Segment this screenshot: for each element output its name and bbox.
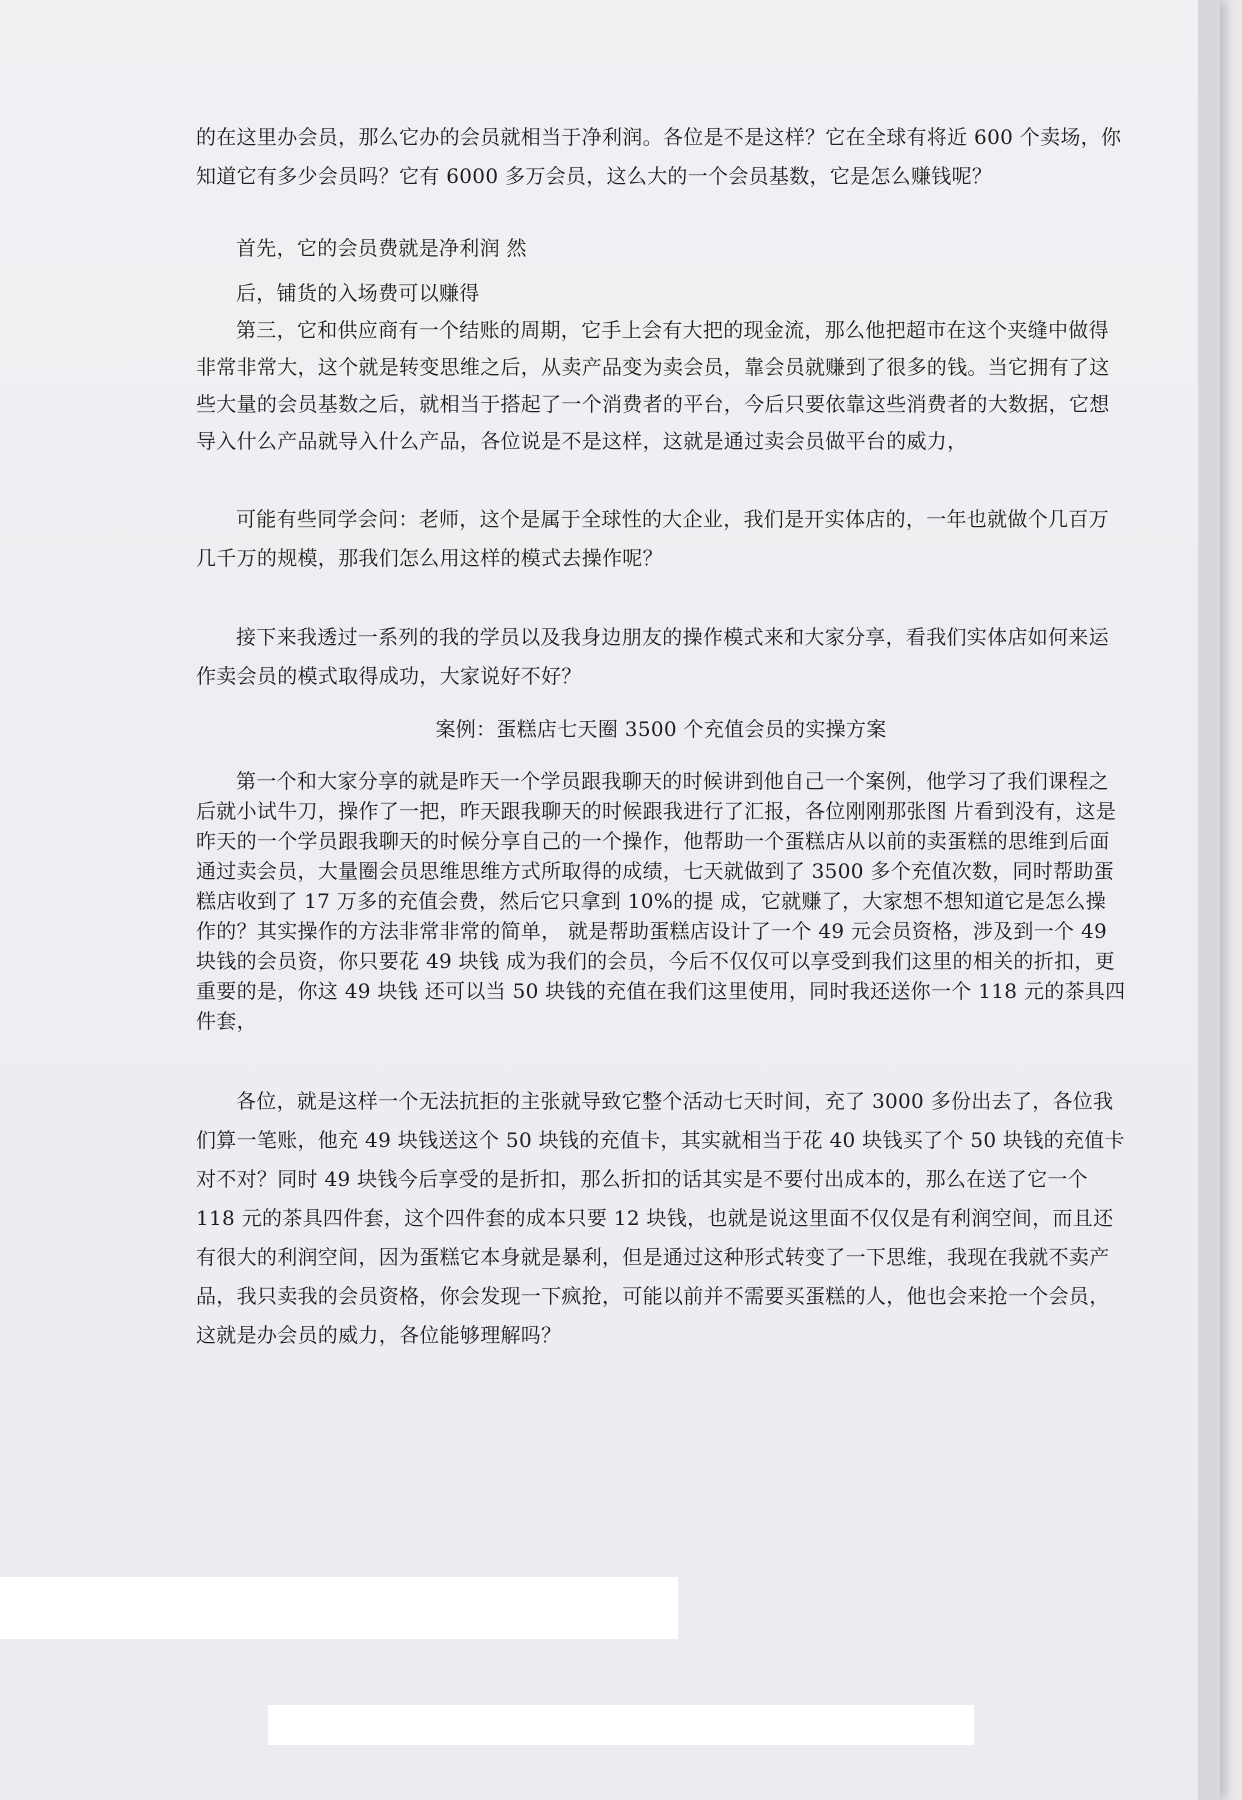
document-body [196,118,1126,1355]
paragraph-2-line-1: 首先，它的会员费就是净利润 然 [236,236,527,260]
paragraph-6: 第一个和大家分享的就是昨天一个学员跟我聊天的时候讲到他自己一个案例，他学习了我们课程之后就小试牛刀，操作了一把，昨天跟我聊天的时候跟我进行了汇报，各位刚刚那张图 片看到没有，这是昨天的一个学员跟我聊天的时候分享自己的一个操作，他帮助一个蛋糕店从以前的卖蛋糕的思维到后面通过卖会员，大量圈会员思维思维方式所取得的成绩，七天就做到了 3500 多个充值次数，同时帮助蛋糕店收到了 17 万多的充值会费，然后它只拿到 10%的提 成，它就赚了，大家想不想知道它是怎么操作的？其实操作的方法非常非常的简单， 就是帮助蛋糕店设计了一个 49 元会员资格，涉及到一个 49 块钱的会员资，你只要花 49 块钱 成为我们的会员，今后不仅仅可以享受到我们这里的相关的折扣，更重要的是，你这 49 块钱 还可以当 50 块钱的充值在我们这里使用，同时我还送你一个 118 元的茶具四件套， [196,769,1126,1033]
paragraph-2-line-2: 后，铺货的入场费可以赚得 [236,281,480,305]
case-title: 案例：蛋糕店七天圈 3500 个充值会员的实操方案 [435,717,887,741]
paragraph-7: 各位，就是这样一个无法抗拒的主张就导致它整个活动七天时间，充了 3000 多份出去了，各位我们算一笔账，他充 49 块钱送这个 50 块钱的充值卡，其实就相当于花 40 块钱买了个 50 块钱的充值卡对不对？同时 49 块钱今后享受的是折扣，那么折扣的话其实是不要付出成本的，那么在送了它一个 118 元的茶具四件套，这个四件套的成本只要 12 块钱，也就是说这里面不仅仅是有利润空间，而且还有很大的利润空间，因为蛋糕它本身就是暴利，但是通过这种形式转变了一下思维，我现在我就不卖产品，我只卖我的会员资格，你会发现一下疯抢，可能以前并不需要买蛋糕的人，他也会来抢一个会员，这就是办会员的威力，各位能够理解吗？ [196,1089,1125,1347]
paragraph-5: 接下来我透过一系列的我的学员以及我身边朋友的操作模式来和大家分享，看我们实体店如何来运作卖会员的模式取得成功，大家说好不好？ [196,625,1109,688]
page-edge [1198,0,1220,1800]
paragraph-3: 第三，它和供应商有一个结账的周期，它手上会有大把的现金流，那么他把超市在这个夹缝中做得非常非常大，这个就是转变思维之后，从卖产品变为卖会员，靠会员就赚到了很多的钱。当它拥有了这些大量的会员基数之后，就相当于搭起了一个消费者的平台，今后只要依靠这些消费者的大数据，它想导入什么产品就导入什么产品，各位说是不是这样，这就是通过卖会员做平台的威力， [196,318,1110,453]
redaction-block [268,1705,974,1745]
paragraph-4: 可能有些同学会问：老师，这个是属于全球性的大企业，我们是开实体店的，一年也就做个几百万几千万的规模，那我们怎么用这样的模式去操作呢？ [196,507,1109,570]
paragraph-1: 的在这里办会员，那么它办的会员就相当于净利润。各位是不是这样？它在全球有将近 600 个卖场，你知道它有多少会员吗？它有 6000 多万会员，这么大的一个会员基数，它是怎么赚钱呢？ [196,125,1122,188]
redaction-block [0,1577,678,1639]
